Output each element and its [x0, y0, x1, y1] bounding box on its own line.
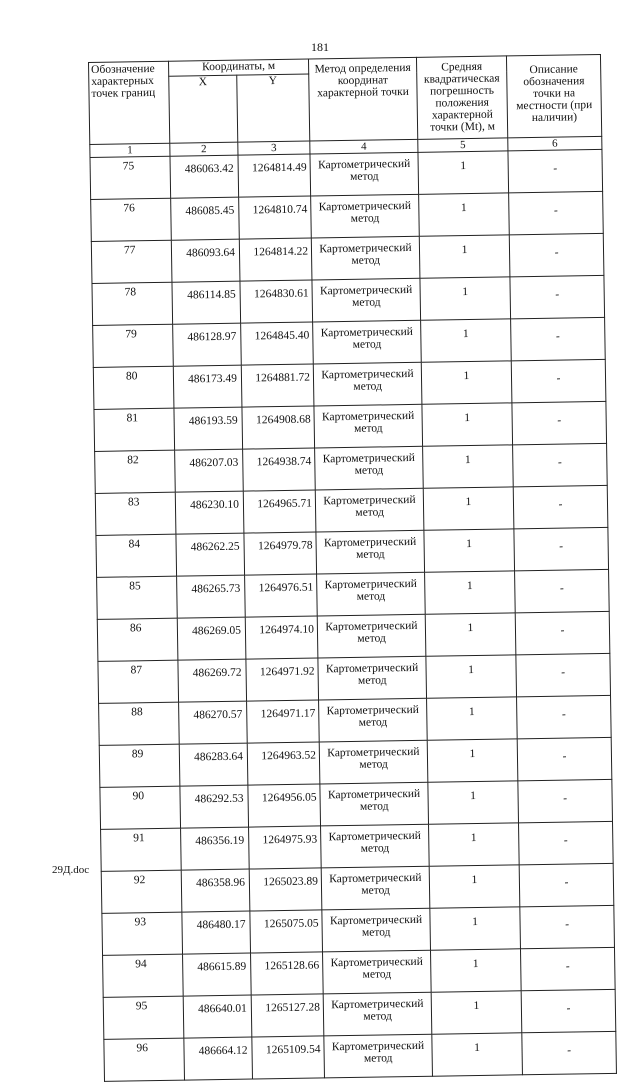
- accuracy-cell: 1: [431, 949, 522, 992]
- description-cell: -: [520, 947, 615, 990]
- coord-y: 1264965.71: [243, 490, 316, 533]
- method-cell: Картометрический метод: [319, 698, 428, 742]
- point-id: 82: [95, 450, 176, 493]
- header-y: Y: [237, 74, 310, 142]
- coord-y: 1265127.28: [251, 994, 324, 1037]
- description-cell: -: [511, 317, 606, 360]
- coord-x: 486292.53: [180, 785, 249, 828]
- point-id: 78: [92, 282, 173, 325]
- method-cell: Картометрический метод: [322, 908, 431, 952]
- description-cell: -: [519, 863, 614, 906]
- accuracy-cell: 1: [422, 403, 513, 446]
- point-id: 96: [104, 1038, 185, 1081]
- coord-x: 486283.64: [179, 743, 248, 786]
- coord-y: 1264810.74: [239, 196, 312, 239]
- coord-x: 486207.03: [175, 449, 244, 492]
- coord-y: 1264830.61: [240, 280, 313, 323]
- method-cell: Картометрический метод: [315, 446, 424, 490]
- header-x: X: [169, 75, 238, 143]
- description-cell: -: [513, 485, 608, 528]
- method-cell: Картометрический метод: [321, 866, 430, 910]
- point-id: 77: [91, 240, 172, 283]
- point-id: 93: [102, 912, 183, 955]
- table-row: [104, 1031, 617, 1081]
- coord-x: 486269.05: [177, 617, 246, 660]
- coord-x: 486173.49: [173, 365, 242, 408]
- accuracy-cell: 1: [425, 571, 516, 614]
- accuracy-cell: 1: [428, 781, 519, 824]
- accuracy-cell: 1: [418, 151, 509, 194]
- description-cell: -: [519, 821, 614, 864]
- footer-filename: 29Д.doc: [52, 864, 90, 876]
- method-cell: Картометрический метод: [314, 404, 423, 448]
- header-description: Описание обозначения точки на местности (при наличии): [506, 54, 601, 137]
- table-body: [90, 149, 616, 1081]
- accuracy-cell: 1: [431, 991, 522, 1034]
- method-cell: Картометрический метод: [313, 320, 422, 364]
- column-number: 3: [238, 141, 310, 155]
- description-cell: -: [517, 737, 612, 780]
- method-cell: Картометрический метод: [311, 194, 420, 238]
- point-id: 85: [97, 576, 178, 619]
- coord-x: 486085.45: [171, 197, 240, 240]
- coord-y: 1264963.52: [247, 742, 320, 785]
- description-cell: -: [508, 149, 603, 192]
- coord-x: 486265.73: [177, 575, 246, 618]
- page-number: 181: [311, 40, 329, 54]
- coord-x: 486640.01: [183, 995, 252, 1038]
- coord-y: 1264814.49: [238, 154, 311, 197]
- method-cell: Картометрический метод: [313, 362, 422, 406]
- description-cell: -: [510, 275, 605, 318]
- description-cell: -: [511, 359, 606, 402]
- coord-x: 486269.72: [178, 659, 247, 702]
- coord-y: 1264845.40: [241, 322, 314, 365]
- accuracy-cell: 1: [432, 1033, 523, 1076]
- description-cell: -: [522, 1031, 617, 1074]
- method-cell: Картометрический метод: [310, 152, 419, 196]
- column-number: 5: [418, 138, 508, 152]
- method-cell: Картометрический метод: [312, 278, 421, 322]
- point-id: 90: [100, 786, 181, 829]
- coord-x: 486358.96: [181, 869, 250, 912]
- method-cell: Картометрический метод: [317, 614, 426, 658]
- coord-y: 1264975.93: [249, 826, 322, 869]
- coord-x: 486063.42: [170, 155, 239, 198]
- coord-y: 1264971.17: [247, 700, 320, 743]
- point-id: 94: [103, 954, 184, 997]
- method-cell: Картометрический метод: [317, 572, 426, 616]
- description-cell: -: [513, 443, 608, 486]
- column-number: 2: [170, 142, 238, 156]
- coord-y: 1264881.72: [241, 364, 314, 407]
- description-cell: -: [509, 233, 604, 276]
- coord-y: 1265109.54: [252, 1036, 325, 1079]
- accuracy-cell: 1: [429, 823, 520, 866]
- coord-x: 486230.10: [175, 491, 244, 534]
- column-number: 1: [90, 143, 170, 157]
- accuracy-cell: 1: [430, 907, 521, 950]
- point-id: 86: [97, 618, 178, 661]
- description-cell: -: [514, 527, 609, 570]
- coord-x: 486480.17: [182, 911, 251, 954]
- description-cell: -: [520, 905, 615, 948]
- coord-x: 486262.25: [176, 533, 245, 576]
- coord-y: 1264938.74: [243, 448, 316, 491]
- description-cell: -: [515, 569, 610, 612]
- accuracy-cell: 1: [423, 487, 514, 530]
- method-cell: Картометрический метод: [316, 530, 425, 574]
- accuracy-cell: 1: [425, 613, 516, 656]
- description-cell: -: [515, 611, 610, 654]
- description-cell: -: [512, 401, 607, 444]
- coordinates-table: [88, 54, 617, 1082]
- coord-x: 486664.12: [184, 1037, 253, 1080]
- point-id: 79: [93, 324, 174, 367]
- accuracy-cell: 1: [429, 865, 520, 908]
- method-cell: Картометрический метод: [315, 488, 424, 532]
- coord-x: 486356.19: [181, 827, 250, 870]
- coord-x: 486114.85: [172, 281, 241, 324]
- description-cell: -: [509, 191, 604, 234]
- point-id: 80: [93, 366, 174, 409]
- column-number: 4: [310, 139, 418, 154]
- accuracy-cell: 1: [419, 235, 510, 278]
- description-cell: -: [517, 695, 612, 738]
- header-coordinates: Координаты, м: [168, 59, 308, 76]
- description-cell: -: [516, 653, 611, 696]
- point-id: 92: [101, 870, 182, 913]
- description-cell: -: [518, 779, 613, 822]
- coord-y: 1265128.66: [251, 952, 324, 995]
- method-cell: Картометрический метод: [311, 236, 420, 280]
- header-designation: Обозначение характерных точек границ: [89, 61, 170, 144]
- method-cell: Картометрический метод: [319, 740, 428, 784]
- point-id: 83: [95, 492, 176, 535]
- method-cell: Картометрический метод: [323, 992, 432, 1036]
- accuracy-cell: 1: [419, 193, 510, 236]
- coord-y: 1265075.05: [250, 910, 323, 953]
- method-cell: Картометрический метод: [321, 824, 430, 868]
- coord-x: 486615.89: [183, 953, 252, 996]
- coord-x: 486128.97: [173, 323, 242, 366]
- accuracy-cell: 1: [423, 445, 514, 488]
- point-id: 88: [99, 702, 180, 745]
- accuracy-cell: 1: [427, 739, 518, 782]
- header-method: Метод определения координат характерной точки: [308, 57, 417, 141]
- coord-y: 1265023.89: [249, 868, 322, 911]
- accuracy-cell: 1: [427, 697, 518, 740]
- coord-x: 486193.59: [174, 407, 243, 450]
- coord-y: 1264908.68: [242, 406, 315, 449]
- accuracy-cell: 1: [421, 319, 512, 362]
- point-id: 81: [94, 408, 175, 451]
- coord-y: 1264814.22: [239, 238, 312, 281]
- point-id: 75: [90, 156, 171, 199]
- method-cell: Картометрический метод: [323, 950, 432, 994]
- method-cell: Картометрический метод: [320, 782, 429, 826]
- accuracy-cell: 1: [424, 529, 515, 572]
- accuracy-cell: 1: [421, 361, 512, 404]
- coord-y: 1264971.92: [246, 658, 319, 701]
- coord-y: 1264976.51: [245, 574, 318, 617]
- coord-y: 1264979.78: [244, 532, 317, 575]
- coord-x: 486093.64: [171, 239, 240, 282]
- description-cell: -: [521, 989, 616, 1032]
- point-id: 89: [99, 744, 180, 787]
- coord-y: 1264956.05: [248, 784, 321, 827]
- method-cell: Картометрический метод: [324, 1034, 433, 1078]
- point-id: 95: [103, 996, 184, 1039]
- coord-x: 486270.57: [179, 701, 248, 744]
- point-id: 84: [96, 534, 177, 577]
- accuracy-cell: 1: [426, 655, 517, 698]
- method-cell: Картометрический метод: [318, 656, 427, 700]
- header-accuracy: Средняя квадратическая погрешность положения характерной точки (Mt), м: [416, 56, 507, 139]
- accuracy-cell: 1: [420, 277, 511, 320]
- coord-y: 1264974.10: [245, 616, 318, 659]
- point-id: 76: [91, 198, 172, 241]
- column-number: 6: [508, 136, 602, 150]
- point-id: 87: [98, 660, 179, 703]
- point-id: 91: [101, 828, 182, 871]
